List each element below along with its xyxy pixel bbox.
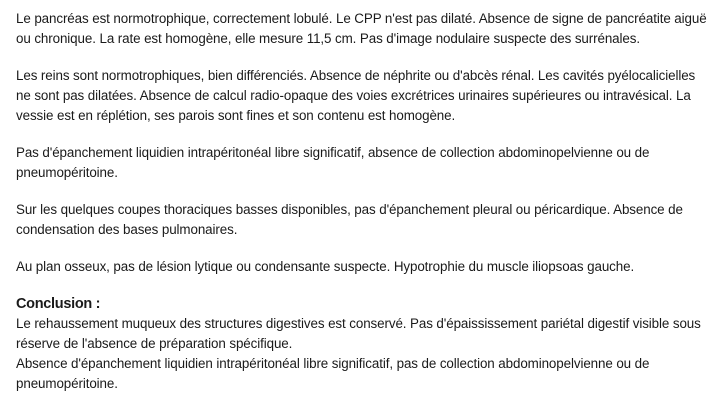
report-paragraph-peritoneum: Pas d'épanchement liquidien intrapéritonéal libre significatif, absence de collection abdominopelvienne ou de pneumopéritoine. (16, 145, 650, 180)
report-body (16, 9, 708, 394)
conclusion-line: Le rehaussement muqueux des structures digestives est conservé. Pas d'épaississement pariétal digestif visible sous réserve de l'absence de préparation spécifique. (16, 316, 701, 351)
report-paragraph-thorax: Sur les quelques coupes thoraciques basses disponibles, pas d'épanchement pleural ou péricardique. Absence de condensation des bases pulmonaires. (16, 202, 683, 237)
conclusion-heading: Conclusion : (16, 296, 101, 312)
conclusion-line: Absence d'épanchement liquidien intrapéritonéal libre significatif, pas de collection abdominopelvienne ou de pneumopéritoine. (16, 356, 650, 391)
report-paragraph-kidneys: Les reins sont normotrophiques, bien différenciés. Absence de néphrite ou d'abcès rénal. Les cavités pyélocalicielles ne sont pas dilatées. Absence de calcul radio-opaque des voies excrétrices urinaires supérieures ou intravésical. La vessie est en réplétion, ses parois sont fines et son contenu est homogène. (16, 68, 696, 123)
conclusion-section (16, 294, 708, 394)
report-paragraph-bones: Au plan osseux, pas de lésion lytique ou condensante suspecte. Hypotrophie du muscle iliopsoas gauche. (16, 259, 635, 274)
report-paragraph-pancreas: Le pancréas est normotrophique, correctement lobulé. Le CPP n'est pas dilaté. Absence de signe de pancréatite aiguë ou chronique. La rate est homogène, elle mesure 11,5 cm. Pas d'image nodulaire suspecte des surrénales. (16, 11, 707, 46)
